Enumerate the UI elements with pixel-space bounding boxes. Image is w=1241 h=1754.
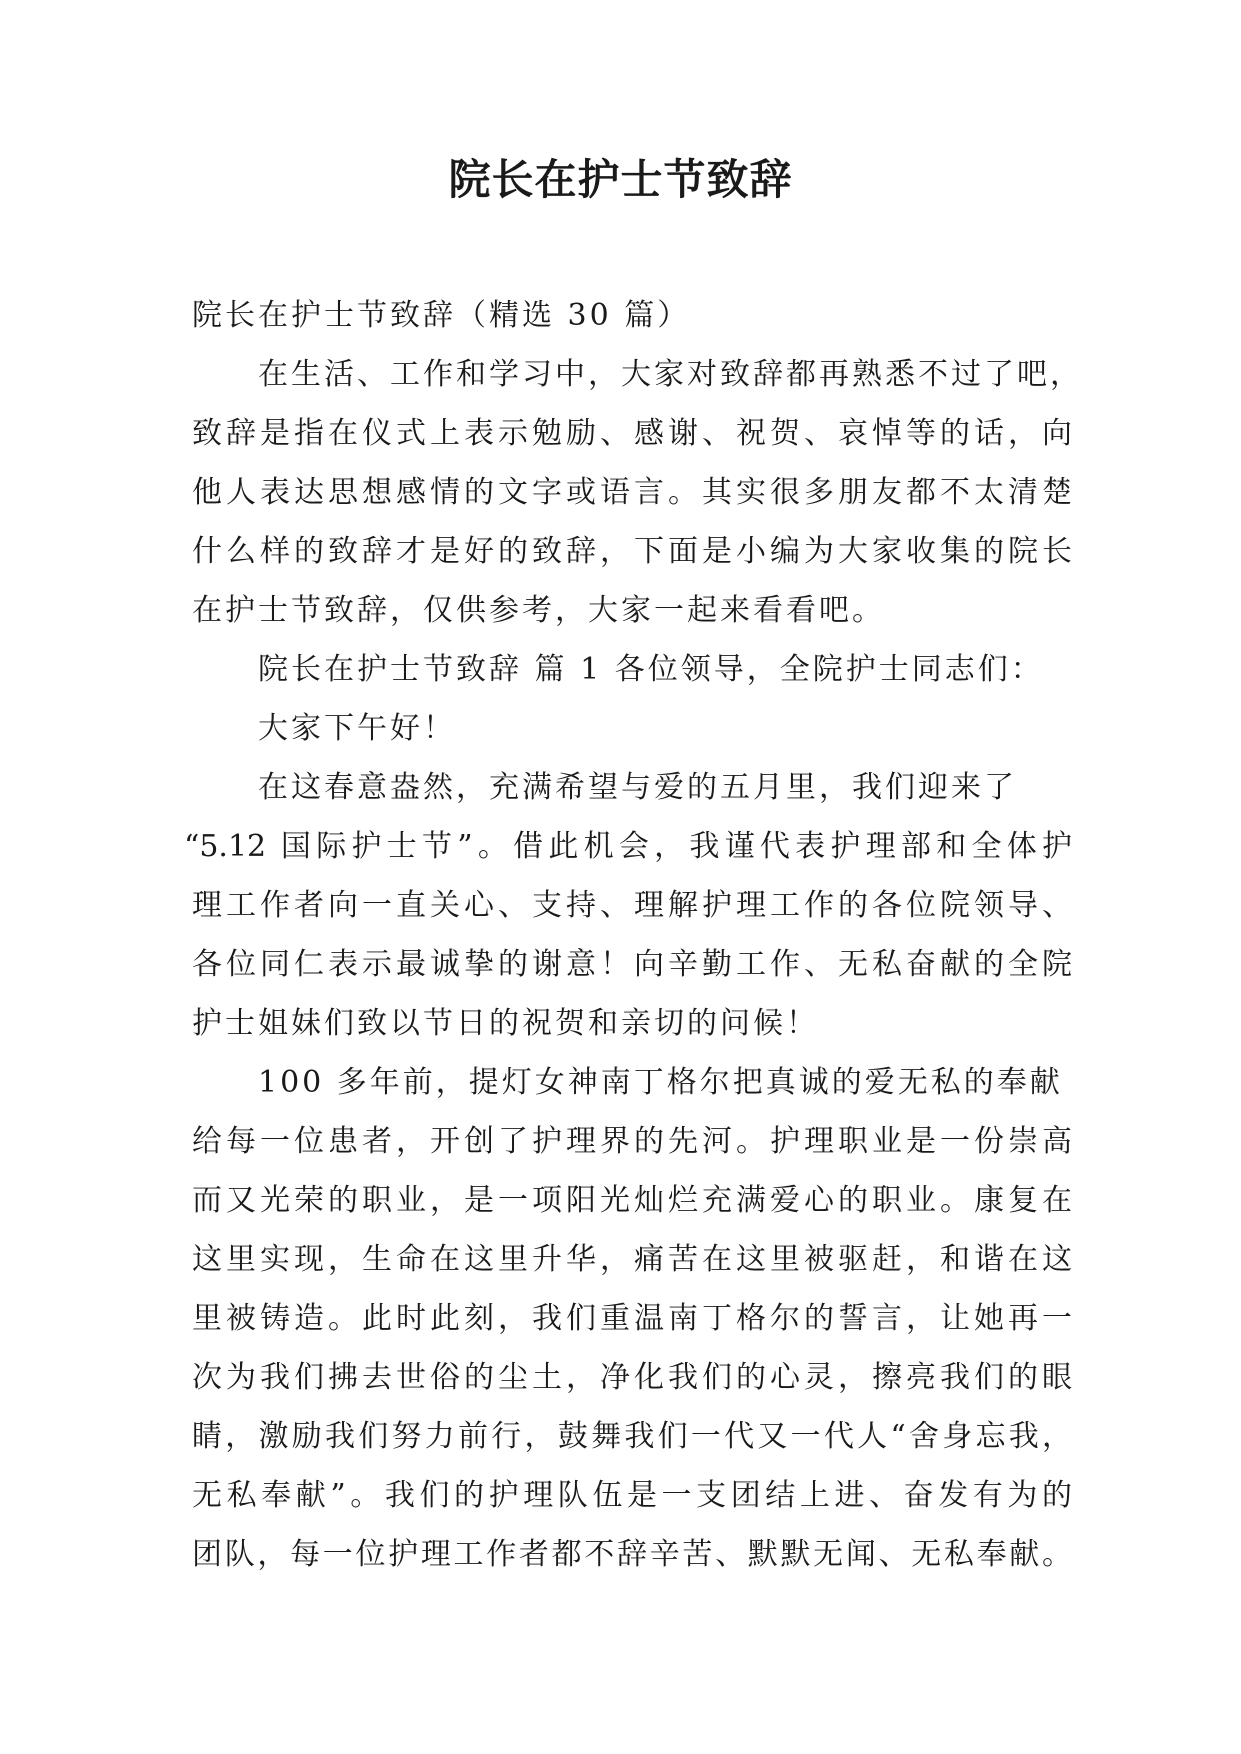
text-line: 次为我们拂去世俗的尘土，净化我们的心灵，擦亮我们的眼 [192, 1360, 1072, 1395]
document-body [184, 286, 1083, 1584]
text-line: 院长在护士节致辞（精选 30 篇） [192, 298, 691, 333]
text-line: 各位同仁表示最诚挚的谢意！向辛勤工作、无私奋献的全院 [192, 947, 1072, 982]
text-line: 理工作者向一直关心、支持、理解护理工作的各位院领导、 [192, 888, 1072, 923]
text-line: 里被铸造。此时此刻，我们重温南丁格尔的誓言，让她再一 [192, 1301, 1072, 1336]
text-line: 而又光荣的职业，是一项阳光灿烂充满爱心的职业。康复在 [192, 1183, 1072, 1218]
text-line: 睛，激励我们努力前行，鼓舞我们一代又一代人“舍身忘我， [192, 1419, 1072, 1454]
text-line: 什么样的致辞才是好的致辞，下面是小编为大家收集的院长 [192, 534, 1072, 569]
text-line: “5.12 国际护士节”。借此机会，我谨代表护理部和全体护 [184, 829, 1072, 864]
text-line: 团队，每一位护理工作者都不辞辛苦、默默无闻、无私奉献。 [192, 1537, 1072, 1572]
text-line: 100 多年前，提灯女神南丁格尔把真诚的爱无私的奉献 [258, 1065, 1063, 1100]
text-line: 在这春意盎然，充满希望与爱的五月里，我们迎来了 [258, 770, 1017, 805]
text-line: 在生活、工作和学习中，大家对致辞都再熟悉不过了吧， [258, 357, 1083, 392]
text-line: 在护士节致辞，仅供参考，大家一起来看看吧。 [192, 593, 885, 628]
text-line: 致辞是指在仪式上表示勉励、感谢、祝贺、哀悼等的话，向 [192, 416, 1072, 451]
text-line: 这里实现，生命在这里升华，痛苦在这里被驱赶，和谐在这 [192, 1242, 1072, 1277]
text-line: 院长在护士节致辞 篇 1 各位领导，全院护士同志们： [258, 652, 1044, 687]
document-title: 院长在护士节致辞 [448, 155, 793, 204]
text-line: 护士姐妹们致以节日的祝贺和亲切的问候！ [192, 1006, 819, 1041]
text-line: 他人表达思想感情的文字或语言。其实很多朋友都不太清楚 [192, 475, 1072, 510]
text-line: 给每一位患者，开创了护理界的先河。护理职业是一份崇高 [192, 1124, 1072, 1159]
text-line: 大家下午好！ [258, 711, 456, 746]
text-line: 无私奉献”。我们的护理队伍是一支团结上进、奋发有为的 [192, 1478, 1072, 1513]
